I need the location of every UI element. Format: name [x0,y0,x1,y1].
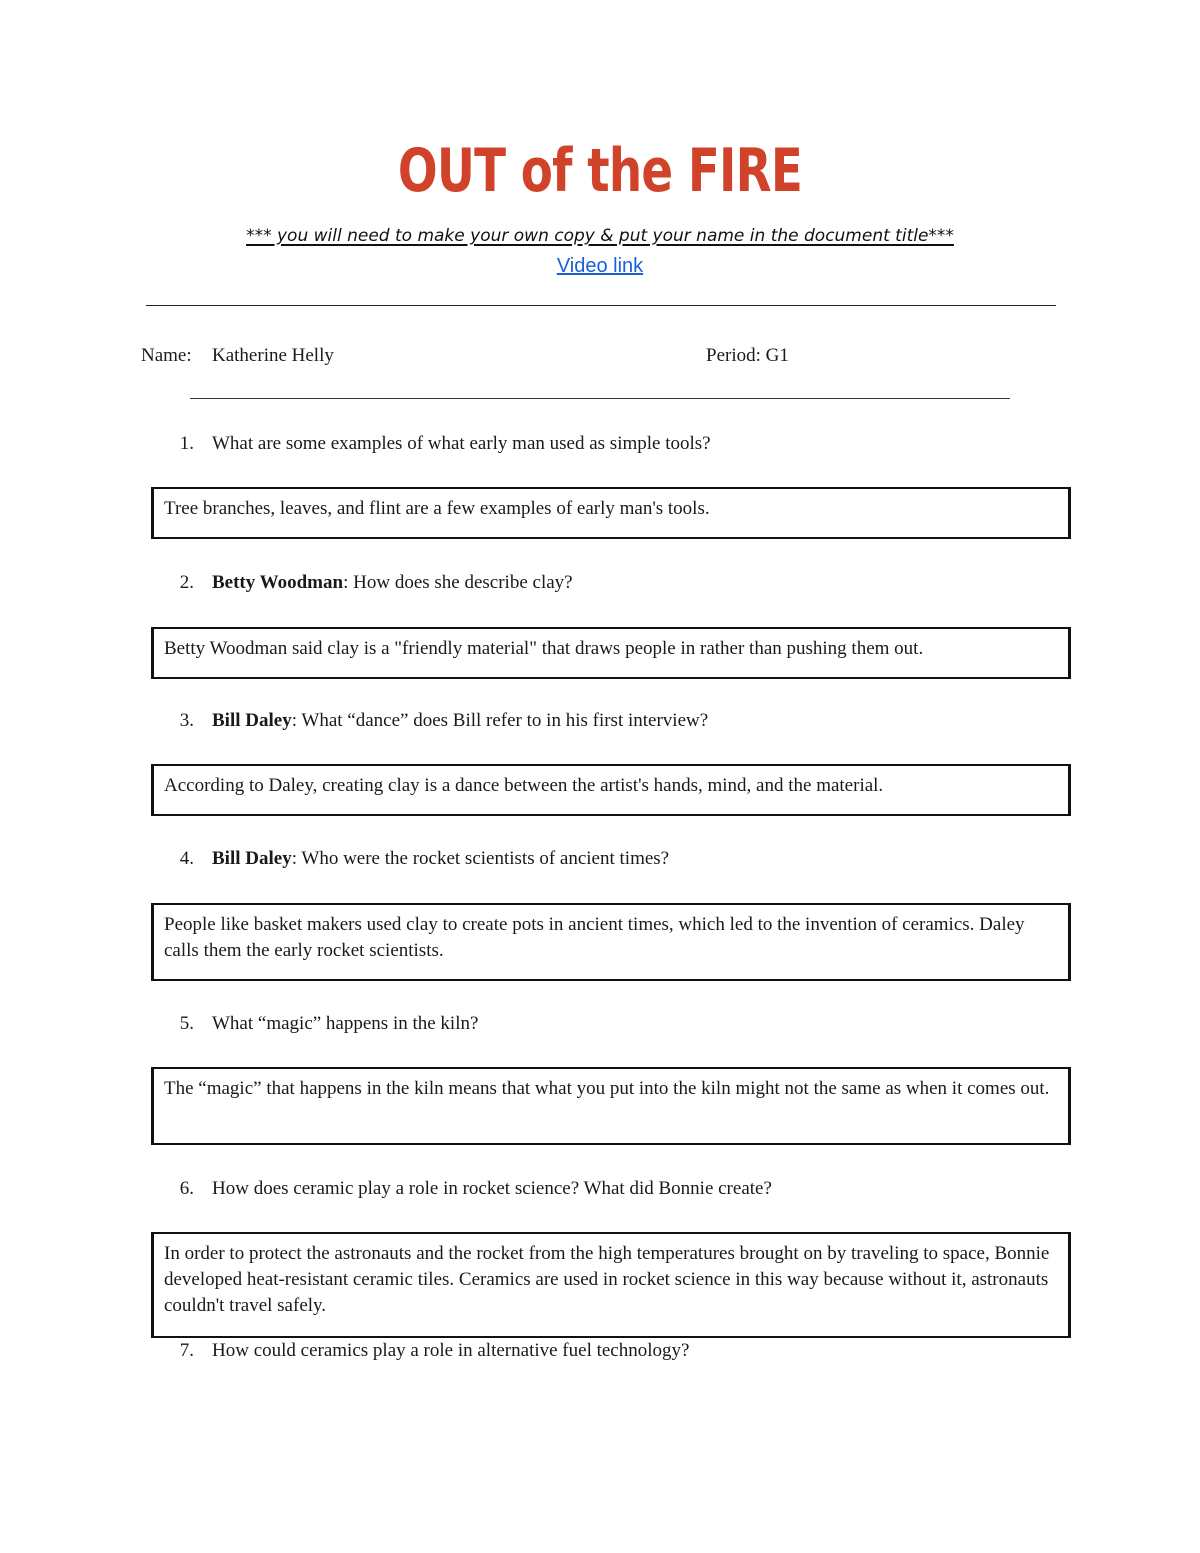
document-title: OUT of the FIRE [397,136,803,206]
video-link[interactable]: Video link [556,255,644,277]
question-text: What “magic” happens in the kiln? [212,1013,479,1034]
answer-text: Betty Woodman said clay is a "friendly material" that draws people in rather than pushing them out. [164,638,924,659]
question-text: What are some examples of what early man used as simple tools? [212,433,711,454]
answer-box-6[interactable] [151,1232,1071,1338]
question-text [212,572,573,594]
question-text [212,848,669,870]
answer-text: In order to protect the astronauts and the rocket from the high temperatures brought on by traveling to space, Bonnie developed heat-resistant ceramic tiles. Ceramics are used in rocket science in this way because without it, astronauts couldn't travel safely. [164,1243,1050,1316]
question-number: 4. [179,848,194,869]
question-prompt: : Who were the rocket scientists of ancient times? [291,848,670,869]
question-prompt: : How does she describe clay? [343,572,573,593]
answer-text: According to Daley, creating clay is a dance between the artist's hands, mind, and the material. [164,775,884,796]
question-text: How could ceramics play a role in alternative fuel technology? [212,1340,690,1361]
name-divider [190,398,1010,399]
interviewee-name: Bill Daley [212,848,292,869]
question-prompt: : What “dance” does Bill refer to in his first interview? [291,710,709,731]
period-field[interactable]: Period: G1 [706,345,789,366]
header-divider [146,305,1056,306]
question-number: 7. [179,1340,194,1361]
copy-instructions: *** you will need to make your own copy & put your name in the document title*** [246,226,954,246]
answer-text: Tree branches, leaves, and flint are a few examples of early man's tools. [164,498,710,519]
question-number: 3. [179,710,194,731]
answer-box-1[interactable] [151,487,1071,539]
interviewee-name: Bill Daley [212,710,292,731]
question-text: How does ceramic play a role in rocket science? What did Bonnie create? [212,1178,772,1199]
answer-text: The “magic” that happens in the kiln means that what you put into the kiln might not the same as when it comes out. [164,1078,1050,1099]
name-value[interactable]: Katherine Helly [212,345,334,366]
answer-box-2[interactable] [151,627,1071,679]
interviewee-name: Betty Woodman [212,572,344,593]
question-number: 6. [179,1178,194,1199]
answer-box-5[interactable] [151,1067,1071,1145]
answer-box-3[interactable] [151,764,1071,816]
answer-box-4[interactable] [151,903,1071,981]
question-text [212,710,708,732]
question-number: 5. [179,1013,194,1034]
answer-text: People like basket makers used clay to create pots in ancient times, which led to the invention of ceramics. Daley calls them the early rocket scientists. [164,914,1025,961]
question-number: 1. [179,433,194,454]
name-label: Name: [141,345,192,366]
question-number: 2. [179,572,194,593]
